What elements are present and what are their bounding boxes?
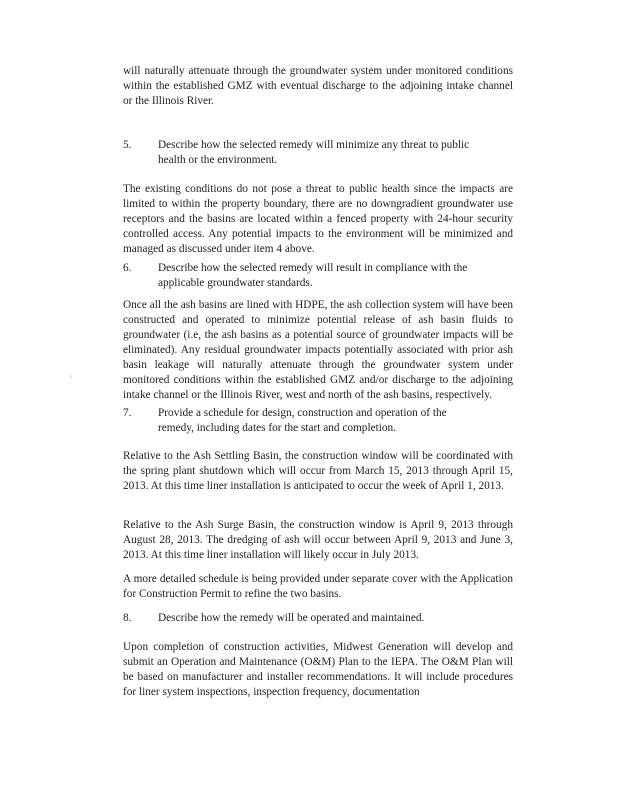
- item-7-response-3: A more detailed schedule is being provided under separate cover with the Application for Construction Permit to refine the two basins.: [123, 573, 513, 600]
- item-7-question: [123, 406, 483, 436]
- item-6-response: Once all the ash basins are lined with HDPE, the ash collection system will have been constructed and operated to minimize potential release of ash basin fluids to groundwater (i.e, the ash basins as a potential source of groundwater impacts will be eliminated). Any residual groundwater impacts potentially associated with prior ash basin leakage will naturally attenuate through the groundwater system under monitored conditions within the established GMZ and/or discharge to the adjoining intake channel or the Illinois River, west and north of the ash basins, respectively.: [123, 299, 513, 401]
- item-question: Provide a schedule for design, construction and operation of the remedy, including dates for the start and completion.: [158, 407, 447, 434]
- item-8-response: Upon completion of construction activities, Midwest Generation will develop and submit an Operation and Maintenance (O&M) Plan to the IEPA. The O&M Plan will be based on manufacturer and installer recommendations. It will include procedures for liner system inspections, inspection frequency, documentation: [123, 641, 513, 698]
- item-question: Describe how the remedy will be operated and maintained.: [158, 612, 425, 624]
- item-number: 8.: [123, 612, 132, 624]
- item-6-question: [123, 261, 483, 291]
- item-number: 6.: [123, 262, 132, 274]
- item-number: 7.: [123, 407, 132, 419]
- margin-mark: ': [70, 374, 72, 384]
- item-8-question: [123, 611, 483, 626]
- item-5-question: [123, 138, 483, 168]
- item-7-response-2: Relative to the Ash Surge Basin, the construction window is April 9, 2013 through August 28, 2013. The dredging of ash will occur between April 9, 2013 and June 3, 2013. At this time liner installation will likely occur in July 2013.: [123, 519, 513, 561]
- item-5-response: The existing conditions do not pose a threat to public health since the impacts are limited to within the property boundary, there are no downgradient groundwater use receptors and the basins are located within a fenced property with 24-hour security controlled access. Any potential impacts to the environment will be minimized and managed as discussed under item 4 above.: [123, 183, 513, 255]
- item-question: Describe how the selected remedy will result in compliance with the applicable groundwater standards.: [158, 262, 468, 289]
- item-number: 5.: [123, 139, 132, 151]
- item-7-response-1: Relative to the Ash Settling Basin, the construction window will be coordinated with the spring plant shutdown which will occur from March 15, 2013 through April 15, 2013. At this time liner installation is anticipated to occur the week of April 1, 2013.: [123, 450, 513, 492]
- intro-paragraph: will naturally attenuate through the groundwater system under monitored conditions within the established GMZ with eventual discharge to the adjoining intake channel or the Illinois River.: [123, 65, 513, 107]
- item-question: Describe how the selected remedy will minimize any threat to public health or the environment.: [158, 139, 470, 166]
